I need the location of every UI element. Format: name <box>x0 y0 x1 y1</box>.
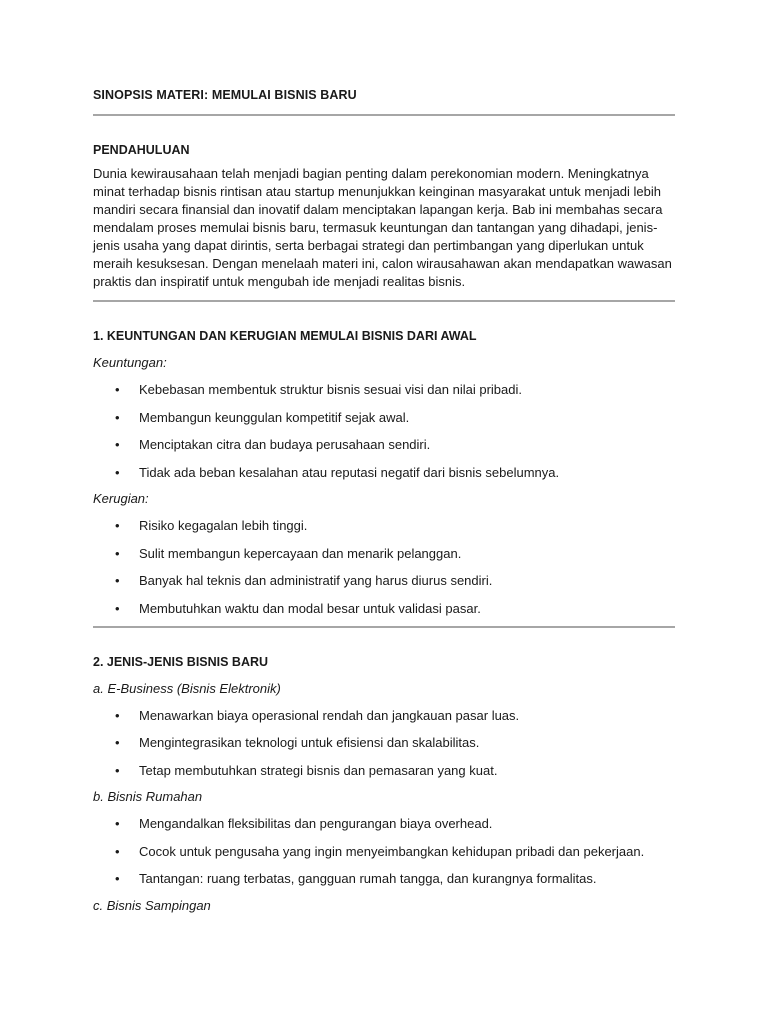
list-item <box>93 762 675 790</box>
list-item-text: Sulit membangun kepercayaan dan menarik pelanggan. <box>139 545 462 561</box>
ebusiness-label: a. E-Business (Bisnis Elektronik) <box>93 680 281 696</box>
bullet-icon: • <box>115 735 120 750</box>
divider <box>93 114 675 116</box>
home-business-label: b. Bisnis Rumahan <box>93 789 203 804</box>
list-item <box>93 707 675 735</box>
list-item <box>93 436 675 464</box>
bullet-icon: • <box>115 707 120 723</box>
bullet-icon: • <box>115 600 120 616</box>
bullet-icon: • <box>115 843 120 859</box>
bullet-icon: • <box>115 464 120 480</box>
bullet-icon: • <box>115 871 120 886</box>
bullet-icon: • <box>115 816 120 831</box>
side-business-label: c. Bisnis Sampingan <box>93 897 211 913</box>
disadvantages-list <box>93 517 675 618</box>
home-business-list <box>93 815 675 898</box>
list-item <box>93 517 675 545</box>
advantages-list <box>93 381 675 491</box>
list-item-text: Banyak hal teknis dan administratif yang harus diurus sendiri. <box>139 573 493 588</box>
bullet-icon: • <box>115 409 120 425</box>
document-page <box>93 86 675 915</box>
section2-heading: 2. JENIS-JENIS BISNIS BARU <box>93 654 269 669</box>
disadvantages-label: Kerugian: <box>93 491 149 506</box>
list-item-text: Mengandalkan fleksibilitas dan pengurangan biaya overhead. <box>139 816 493 831</box>
divider <box>93 300 675 302</box>
list-item-text: Menawarkan biaya operasional rendah dan jangkauan pasar luas. <box>139 707 520 723</box>
list-item-text: Risiko kegagalan lebih tinggi. <box>139 518 308 533</box>
list-item <box>93 815 675 843</box>
list-item <box>93 464 675 492</box>
list-item-text: Mengintegrasikan teknologi untuk efisiensi dan skalabilitas. <box>139 735 480 750</box>
divider <box>93 626 675 628</box>
list-item-text: Tantangan: ruang terbatas, gangguan rumah tangga, dan kurangnya formalitas. <box>139 871 597 886</box>
list-item <box>93 572 675 600</box>
list-item <box>93 381 675 409</box>
document-title: SINOPSIS MATERI: MEMULAI BISNIS BARU <box>93 88 357 102</box>
section1-heading: 1. KEUNTUNGAN DAN KERUGIAN MEMULAI BISNIS DARI AWAL <box>93 329 477 343</box>
advantages-label: Keuntungan: <box>93 355 167 370</box>
list-item-text: Membutuhkan waktu dan modal besar untuk validasi pasar. <box>139 600 481 616</box>
bullet-icon: • <box>115 545 120 561</box>
bullet-icon: • <box>115 382 120 397</box>
list-item <box>93 870 675 898</box>
list-item-text: Tidak ada beban kesalahan atau reputasi negatif dari bisnis sebelumnya. <box>139 464 560 480</box>
list-item-text: Menciptakan citra dan budaya perusahaan sendiri. <box>139 437 431 452</box>
list-item <box>93 545 675 573</box>
list-item <box>93 409 675 437</box>
ebusiness-list <box>93 707 675 790</box>
list-item-text: Tetap membutuhkan strategi bisnis dan pemasaran yang kuat. <box>139 762 498 778</box>
bullet-icon: • <box>115 762 120 778</box>
list-item-text: Membangun keunggulan kompetitif sejak awal. <box>139 409 410 425</box>
list-item <box>93 843 675 871</box>
list-item <box>93 600 675 618</box>
list-item <box>93 734 675 762</box>
bullet-icon: • <box>115 437 120 452</box>
list-item-text: Kebebasan membentuk struktur bisnis sesuai visi dan nilai pribadi. <box>139 382 522 397</box>
bullet-icon: • <box>115 573 120 588</box>
bullet-icon: • <box>115 518 120 533</box>
list-item-text: Cocok untuk pengusaha yang ingin menyeimbangkan kehidupan pribadi dan pekerjaan. <box>139 843 645 859</box>
intro-paragraph: Dunia kewirausahaan telah menjadi bagian penting dalam perekonomian modern. Meningkatnya minat terhadap bisnis rintisan atau startup menunjukkan keinginan masyarakat untuk menjadi lebih mandiri secara finansial dan inovatif dalam menciptakan lapangan kerja. Bab ini membahas secara mendalam proses memulai bisnis baru, termasuk keuntungan dan tantangan yang dihadapi, jenis-jenis usaha yang dapat dirintis, serta berbagai strategi dan pertimbangan yang diperlukan untuk meraih kesuksesan. Dengan menelaah materi ini, calon wirausahawan akan mendapatkan wawasan praktis dan inspiratif untuk mengubah ide menjadi realitas bisnis. <box>93 166 672 289</box>
intro-heading: PENDAHULUAN <box>93 143 190 157</box>
